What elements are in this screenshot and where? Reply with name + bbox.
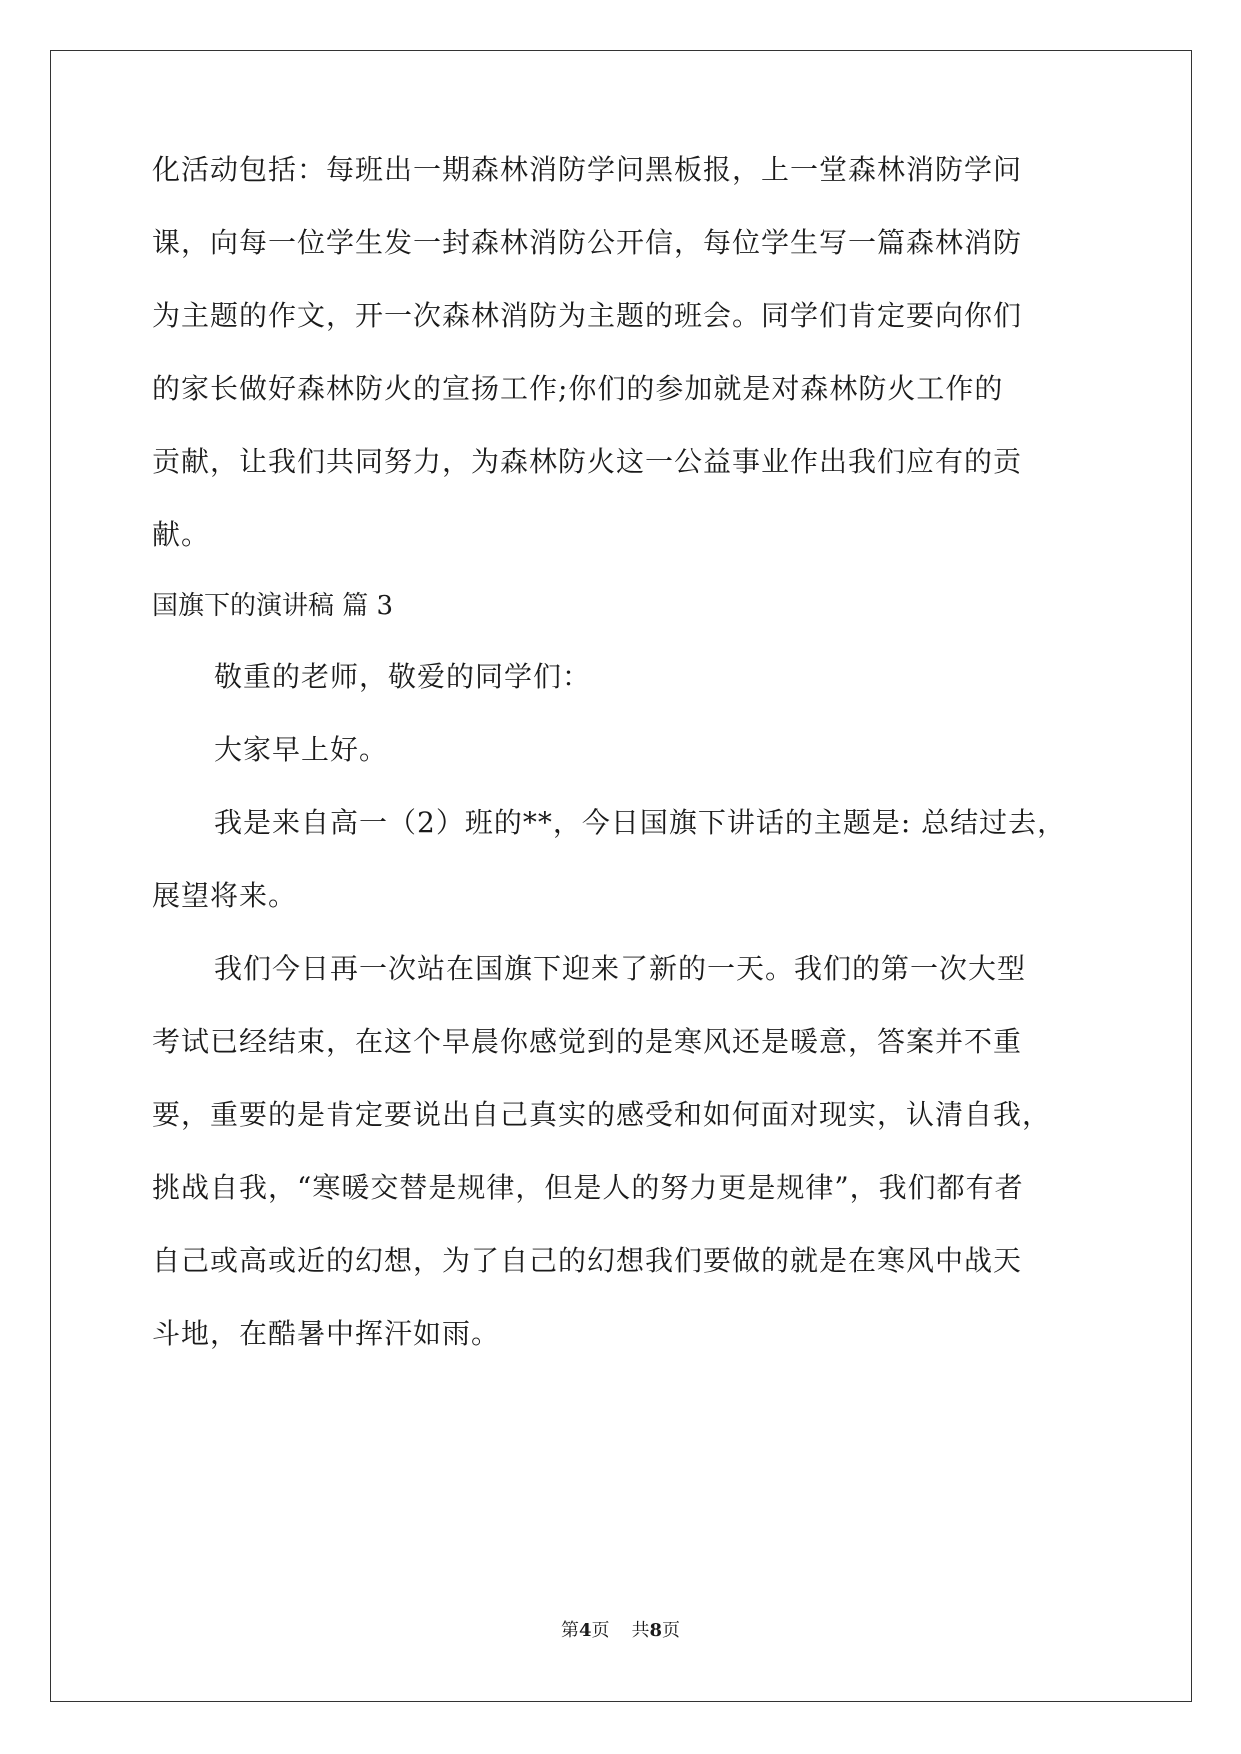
paragraph-line: 我是来自高一（2）班的**，今日国旗下讲话的主题是: 总结过去， [214, 806, 1067, 839]
paragraph-line: 贡献，让我们共同努力，为森林防火这一公益事业作出我们应有的贡 [152, 445, 1023, 478]
paragraph-line: 考试已经结束，在这个早晨你感觉到的是寒风还是暖意，答案并不重 [152, 1025, 1023, 1058]
paragraph-line: 为主题的作文，开一次森林消防为主题的班会。同学们肯定要向你们 [152, 299, 1023, 332]
page-prefix: 第 [560, 1620, 579, 1641]
paragraph-line: 化活动包括：每班出一期森林消防学问黑板报，上一堂森林消防学问 [152, 153, 1023, 186]
paragraph-line: 要，重要的是肯定要说出自己真实的感受和如何面对现实，认清自我， [152, 1098, 1052, 1131]
paragraph-line: 自己或高或近的幻想，为了自己的幻想我们要做的就是在寒风中战天 [152, 1244, 1023, 1277]
paragraph-line: 挑战自我，“寒暖交替是规律，但是人的努力更是规律”，我们都有者 [152, 1171, 1024, 1204]
greeting-line: 敬重的老师，敬爱的同学们： [214, 660, 592, 693]
total-pages: 8 [649, 1620, 663, 1641]
page-suffix: 页 [591, 1620, 610, 1641]
paragraph-line: 课，向每一位学生发一封森林消防公开信，每位学生写一篇森林消防 [152, 226, 1023, 259]
paragraph-line: 的家长做好森林防火的宣扬工作;你们的参加就是对森林防火工作的 [152, 372, 1004, 405]
page-footer [0, 1616, 1241, 1642]
morning-line: 大家早上好。 [214, 733, 389, 766]
total-prefix: 共 [631, 1620, 650, 1641]
paragraph-line: 我们今日再一次站在国旗下迎来了新的一天。我们的第一次大型 [214, 952, 1027, 985]
paragraph-line: 展望将来。 [152, 879, 298, 912]
paragraph-line: 斗地，在酷暑中挥汗如雨。 [152, 1317, 501, 1350]
paragraph-line: 献。 [152, 518, 211, 551]
section-heading: 国旗下的演讲稿 篇 3 [152, 591, 394, 621]
total-suffix: 页 [662, 1620, 681, 1641]
page-number: 4 [578, 1620, 592, 1641]
